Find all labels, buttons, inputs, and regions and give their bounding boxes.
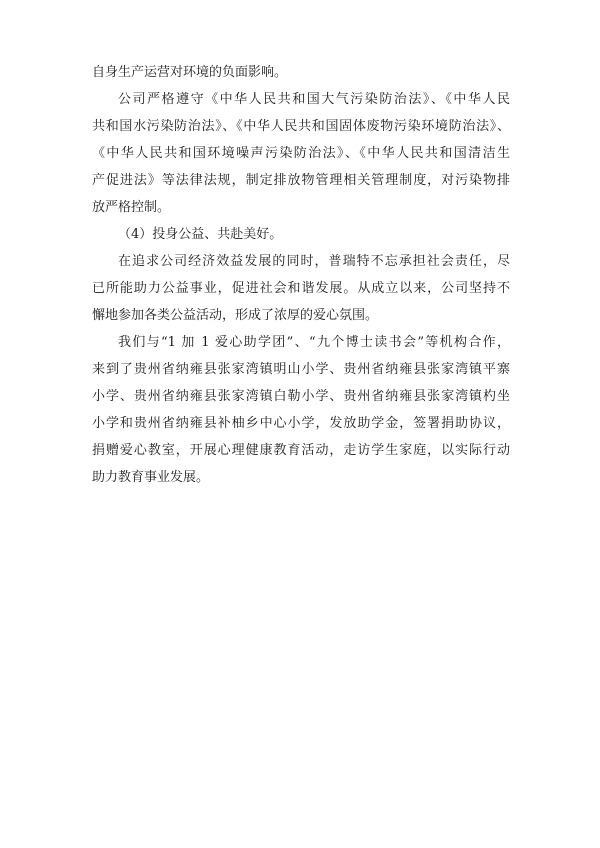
paragraph-charity-line: 捐赠爱心教室，开展心理健康教育活动，走访学生家庭，以实际行动 xyxy=(92,443,510,458)
paragraph-laws-line: 共和国水污染防治法》、《中华人民共和国固体废物污染环境防治法》、 xyxy=(92,119,510,134)
paragraph-laws-line: 产促进法》等法律法规，制定排放物管理相关管理制度，对污染物排 xyxy=(92,173,510,188)
section-heading: （4）投身公益、共赴美好。 xyxy=(118,227,283,242)
paragraph-charity-line: 来到了贵州省纳雍县张家湾镇明山小学、贵州省纳雍县张家湾镇平寨 xyxy=(92,362,510,377)
paragraph-charity-line: 助力教育事业发展。 xyxy=(92,470,210,485)
paragraph-charity-line: 我们与“1 加 1 爱心助学团”、“九个博士读书会”等机构合作， xyxy=(118,335,510,350)
paragraph-responsibility-line: 在追求公司经济效益发展的同时，普瑞特不忘承担社会责任，尽 xyxy=(118,254,510,269)
paragraph-laws-line: 公司严格遵守《中华人民共和国大气污染防治法》、《中华人民 xyxy=(118,92,510,107)
paragraph-continuation-line: 自身生产运营对环境的负面影响。 xyxy=(92,65,288,80)
paragraph-laws-line: 《中华人民共和国环境噪声污染防治法》、《中华人民共和国清洁生 xyxy=(92,146,510,161)
paragraph-responsibility-line: 懈地参加各类公益活动，形成了浓厚的爱心氛围。 xyxy=(92,308,379,323)
paragraph-charity-line: 小学、贵州省纳雍县张家湾镇白勒小学、贵州省纳雍县张家湾镇杓坐 xyxy=(92,389,510,404)
paragraph-laws-line: 放严格控制。 xyxy=(92,200,171,215)
paragraph-charity-line: 小学和贵州省纳雍县补柚乡中心小学，发放助学金，签署捐助协议， xyxy=(92,416,510,431)
paragraph-responsibility-line: 已所能助力公益事业，促进社会和谐发展。从成立以来，公司坚持不 xyxy=(92,281,510,296)
document-page xyxy=(92,64,510,496)
